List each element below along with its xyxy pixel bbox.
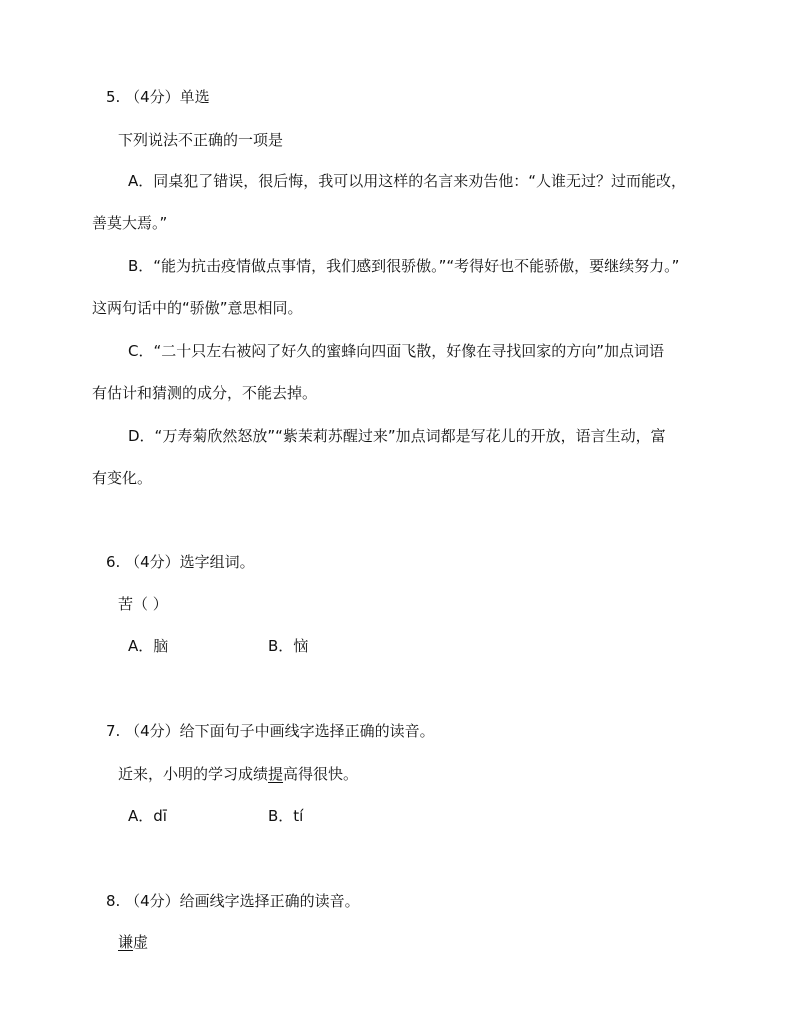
q5-option-b-line1: B．“能为抗击疫情做点事情，我们感到很骄傲。”“考得好也不能骄傲，要继续努力。” bbox=[128, 257, 680, 275]
q7-option-b[interactable]: B．tí bbox=[268, 807, 304, 825]
q6-option-a[interactable]: A．脑 bbox=[128, 637, 169, 655]
q5-option-c-line2: 有估计和猜测的成分，不能去掉。 bbox=[92, 384, 318, 402]
q7-header: 7. （4分）给下面句子中画线字选择正确的读音。 bbox=[106, 722, 435, 740]
q8-stem-underlined-char: 谦 bbox=[118, 933, 134, 951]
q5-option-c-line1: C．“二十只左右被闷了好久的蜜蜂向四面飞散，好像在寻找回家的方向”加点词语 bbox=[128, 342, 665, 360]
q5-option-b-line2: 这两句话中的“骄傲”意思相同。 bbox=[92, 299, 303, 317]
q6-stem: 苦（ ） bbox=[118, 595, 168, 613]
q5-stem: 下列说法不正确的一项是 bbox=[118, 131, 284, 149]
q8-header: 8. （4分）给画线字选择正确的读音。 bbox=[106, 892, 360, 910]
q7-stem bbox=[118, 764, 358, 784]
q5-option-a-line2: 善莫大焉。” bbox=[92, 214, 168, 232]
q5-option-d-line1: D．“万寿菊欣然怒放”“紫茉莉苏醒过来”加点词都是写花儿的开放，语言生动，富 bbox=[128, 427, 666, 445]
q7-stem-underlined-char: 提 bbox=[268, 765, 284, 783]
q7-stem-before: 近来，小明的学习成绩 bbox=[118, 765, 269, 783]
q8-stem-after: 虚 bbox=[133, 933, 149, 951]
q5-option-a-line1: A．同桌犯了错误，很后悔，我可以用这样的名言来劝告他：“人谁无过？过而能改， bbox=[128, 172, 687, 190]
q5-header: 5. （4分）单选 bbox=[106, 88, 210, 106]
q8-stem bbox=[118, 932, 148, 952]
q6-option-b[interactable]: B．恼 bbox=[268, 637, 309, 655]
q6-header: 6. （4分）选字组词。 bbox=[106, 553, 255, 571]
q7-option-a[interactable]: A．dī bbox=[128, 807, 167, 825]
q7-stem-after: 高得很快。 bbox=[283, 765, 359, 783]
q5-option-d-line2: 有变化。 bbox=[92, 469, 153, 487]
